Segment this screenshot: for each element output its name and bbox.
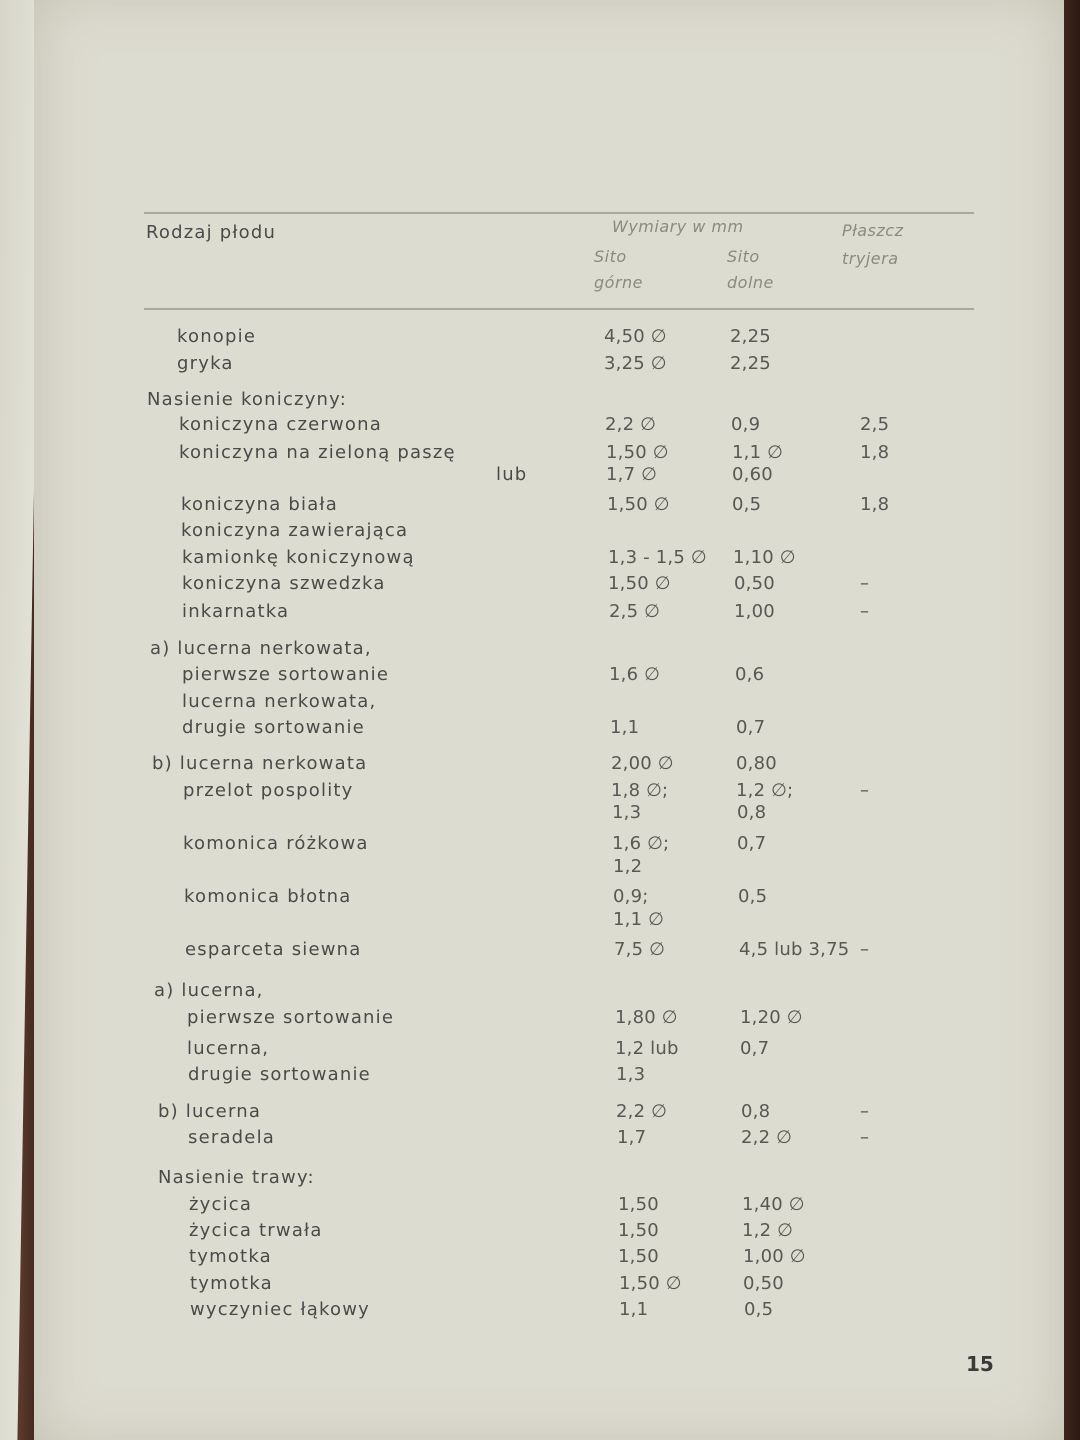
top-rule: [144, 212, 974, 214]
tryer-value: –: [860, 601, 870, 622]
row-label: lub: [496, 464, 528, 485]
upper-sieve-value: 1,50 ∅: [606, 442, 669, 463]
lower-sieve-value: 0,7: [740, 1038, 770, 1059]
header-dimensions: Wymiary w mm: [612, 217, 744, 236]
lower-sieve-value: 0,8: [741, 1101, 771, 1122]
lower-sieve-value: 1,00 ∅: [743, 1246, 806, 1267]
lower-sieve-value: 1,1 ∅: [732, 442, 784, 463]
row-label: życica trwała: [189, 1220, 323, 1241]
lower-sieve-value: 1,10 ∅: [733, 547, 796, 568]
lower-sieve-value: 2,25: [730, 326, 771, 347]
row-label: pierwsze sortowanie: [182, 664, 390, 685]
row-label: życica: [189, 1194, 253, 1215]
book-page: [34, 0, 1064, 1440]
upper-sieve-value: 1,50 ∅: [607, 494, 670, 515]
upper-sieve-value: 7,5 ∅: [614, 939, 666, 960]
lower-sieve-value: 0,8: [737, 802, 767, 823]
upper-sieve-value: 1,2: [613, 856, 643, 877]
row-label: gryka: [177, 353, 234, 374]
lower-sieve-value: 0,6: [735, 664, 765, 685]
tryer-value: –: [860, 1101, 870, 1122]
upper-sieve-value: 1,6 ∅: [609, 664, 661, 685]
lower-sieve-value: 0,50: [734, 573, 775, 594]
lower-sieve-value: 0,5: [744, 1299, 774, 1320]
row-label: esparceta siewna: [185, 939, 362, 960]
row-label: b) lucerna: [158, 1101, 262, 1122]
upper-sieve-value: 0,9;: [613, 886, 649, 907]
lower-sieve-value: 0,5: [732, 494, 762, 515]
tryer-value: 1,8: [860, 494, 890, 515]
upper-sieve-value: 1,6 ∅;: [612, 833, 670, 854]
tryer-value: –: [860, 1127, 870, 1148]
header-upper-sieve: Sito górne: [594, 247, 644, 292]
upper-sieve-value: 1,1: [619, 1299, 649, 1320]
header-bottom-rule: [144, 308, 974, 310]
row-label: inkarnatka: [182, 601, 290, 622]
lower-sieve-value: 4,5 lub 3,75: [739, 939, 850, 960]
upper-sieve-value: 2,2 ∅: [616, 1101, 668, 1122]
upper-sieve-value: 1,50: [618, 1220, 659, 1241]
row-label: drugie sortowanie: [188, 1064, 371, 1085]
row-label: koniczyna zawierająca: [181, 520, 409, 541]
row-label: b) lucerna nerkowata: [152, 753, 368, 774]
upper-sieve-value: 3,25 ∅: [604, 353, 667, 374]
row-label: kamionkę koniczynową: [182, 547, 415, 568]
lower-sieve-value: 0,7: [737, 833, 767, 854]
row-label: lucerna,: [187, 1038, 270, 1059]
upper-sieve-value: 1,50 ∅: [619, 1273, 682, 1294]
upper-sieve-value: 4,50 ∅: [604, 326, 667, 347]
lower-sieve-value: 1,2 ∅;: [736, 780, 794, 801]
row-label: przelot pospolity: [183, 780, 354, 801]
row-label: konopie: [177, 326, 257, 347]
upper-sieve-value: 1,50: [618, 1246, 659, 1267]
row-label: a) lucerna,: [154, 980, 264, 1001]
upper-sieve-value: 2,2 ∅: [605, 414, 657, 435]
row-label: Nasienie koniczyny:: [147, 389, 347, 410]
header-type: Rodzaj płodu: [146, 222, 277, 243]
upper-sieve-value: 1,3 - 1,5 ∅: [608, 547, 707, 568]
row-label: komonica błotna: [184, 886, 352, 907]
row-label: Nasienie trawy:: [158, 1167, 315, 1188]
upper-sieve-value: 2,00 ∅: [611, 753, 674, 774]
lower-sieve-value: 0,60: [732, 464, 773, 485]
row-label: tymotka: [190, 1273, 273, 1294]
upper-sieve-value: 1,7 ∅: [606, 464, 658, 485]
row-label: koniczyna biała: [181, 494, 338, 515]
lower-sieve-value: 0,7: [736, 717, 766, 738]
lower-sieve-value: 1,00: [734, 601, 775, 622]
lower-sieve-value: 2,2 ∅: [741, 1127, 793, 1148]
upper-sieve-value: 1,7: [617, 1127, 647, 1148]
upper-sieve-value: 1,50 ∅: [608, 573, 671, 594]
lower-sieve-value: 1,20 ∅: [740, 1007, 803, 1028]
tryer-value: –: [860, 573, 870, 594]
upper-sieve-value: 1,3: [616, 1064, 646, 1085]
page-number: 15: [966, 1352, 994, 1376]
row-label: koniczyna czerwona: [179, 414, 382, 435]
upper-sieve-value: 1,1 ∅: [613, 909, 665, 930]
header-lower-sieve: Sito dolne: [727, 247, 774, 292]
page-content: [34, 0, 1064, 1440]
lower-sieve-value: 0,50: [743, 1273, 784, 1294]
row-label: wyczyniec łąkowy: [190, 1299, 370, 1320]
header-tryer: Płaszcz tryjera: [842, 221, 904, 268]
row-label: lucerna nerkowata,: [182, 691, 377, 712]
row-label: seradela: [188, 1127, 276, 1148]
lower-sieve-value: 1,2 ∅: [742, 1220, 794, 1241]
upper-sieve-value: 1,8 ∅;: [611, 780, 669, 801]
lower-sieve-value: 0,9: [731, 414, 761, 435]
upper-sieve-value: 1,80 ∅: [615, 1007, 678, 1028]
row-label: komonica różkowa: [183, 833, 369, 854]
row-label: tymotka: [189, 1246, 272, 1267]
row-label: drugie sortowanie: [182, 717, 365, 738]
row-label: pierwsze sortowanie: [187, 1007, 395, 1028]
upper-sieve-value: 2,5 ∅: [609, 601, 661, 622]
upper-sieve-value: 1,1: [610, 717, 640, 738]
row-label: koniczyna na zieloną paszę: [179, 442, 456, 463]
upper-sieve-value: 1,2 lub: [615, 1038, 679, 1059]
lower-sieve-value: 0,80: [736, 753, 777, 774]
row-label: a) lucerna nerkowata,: [150, 638, 372, 659]
upper-sieve-value: 1,3: [612, 802, 642, 823]
upper-sieve-value: 1,50: [618, 1194, 659, 1215]
lower-sieve-value: 0,5: [738, 886, 768, 907]
tryer-value: 2,5: [860, 414, 890, 435]
tryer-value: –: [860, 780, 870, 801]
tryer-value: –: [860, 939, 870, 960]
lower-sieve-value: 1,40 ∅: [742, 1194, 805, 1215]
tryer-value: 1,8: [860, 442, 890, 463]
lower-sieve-value: 2,25: [730, 353, 771, 374]
row-label: koniczyna szwedzka: [182, 573, 386, 594]
